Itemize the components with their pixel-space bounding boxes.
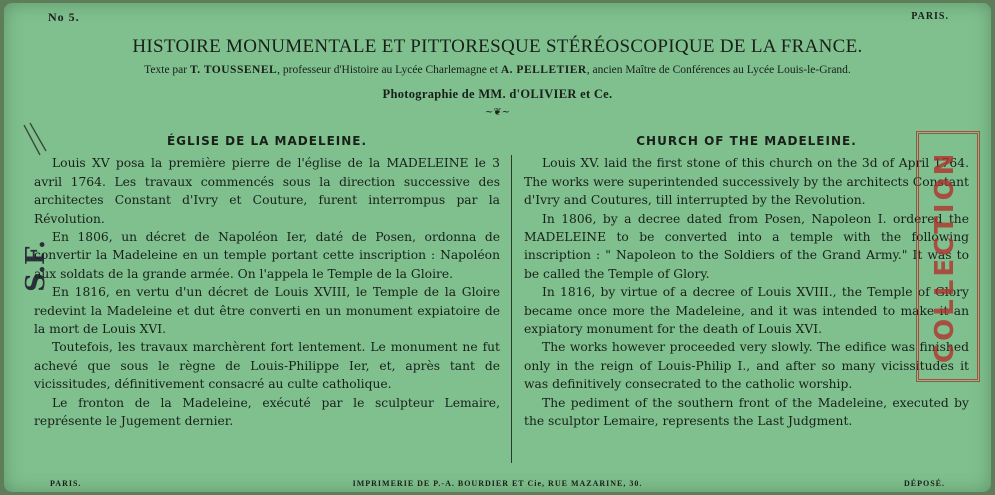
english-paragraph: The works however proceeded very slowly. The edifice was finished only in the reign of Louis-Philip I., and after so many vicissitudes it was definitively consecrated to the catholic worship. [524, 340, 969, 392]
french-text-column [34, 132, 500, 431]
series-title: HISTOIRE MONUMENTALE ET PITTORESQUE STÉRÉOSCOPIQUE DE LA FRANCE. [132, 36, 863, 57]
french-heading: ÉGLISE DE LA MADELEINE. [166, 134, 368, 148]
french-paragraph: Louis XV posa la première pierre de l'église de la MADELEINE le 3 avril 1764. Les travaux commencés sous la direction successive des architectes Constant d'Ivry et Couture, furent interrompus par la Révolution. [34, 156, 500, 226]
french-paragraph: Toutefois, les travaux marchèrent fort lentement. Le monument ne fut achevé que sous le règne de Louis-Philippe Ier, et, après tant de vicissitudes, définitivement consacré au culte catholique. [34, 340, 500, 392]
french-paragraph: En 1816, en vertu d'un décret de Louis XVIII, le Temple de la Gloire redevint la Madeleine et dut être converti en un monument expiatoire de la mort de Louis XVI. [34, 285, 500, 337]
printer-imprint: IMPRIMERIE DE P.-A. BOURDIER ET Cie, RUE MAZARINE, 30. [352, 479, 643, 488]
english-paragraph: In 1806, by a decree dated from Posen, Napoleon I. ordered the MADELEINE to be converted into a temple with the following inscription : " Napoleon to the Soldiers of the Grand Army." It was to be called the Temple of Glory. [524, 211, 969, 281]
french-paragraph: Le fronton de la Madeleine, exécuté par le sculpteur Lemaire, représente le Jugement dernier. [34, 395, 500, 429]
french-paragraph: En 1806, un décret de Napoléon Ier, daté de Posen, ordonna de convertir la Madeleine en un temple portant cette inscription : Napoléon aux soldats de la grande armée. On l'appela le Temple de la Gloire. [34, 230, 500, 281]
author-credits [4, 64, 991, 76]
deposit-notice: DÉPOSÉ. [903, 479, 945, 488]
header-city: PARIS. [911, 11, 949, 22]
english-paragraph: In 1816, by virtue of a decree of Louis XVIII., the Temple of Glory became once more the Madeleine, and it was intended to make it an expiatory monument for the death of Louis XVI. [524, 285, 969, 337]
stereoview-card-back [4, 3, 991, 492]
credits-suffix: , ancien Maître de Conférences au Lycée Louis-le-Grand. [586, 64, 851, 76]
footer-city: PARIS. [50, 479, 82, 488]
english-paragraph: Louis XV. laid the first stone of this church on the 3d of April 1764. The works were superintended successively by the architects Constant d'Ivry and Coutures, till interrupted by the Revolution. [524, 156, 969, 208]
english-text-column [524, 132, 969, 431]
author-pelletier: A. PELLETIER [500, 64, 587, 76]
credits-middle: , professeur d'Histoire au Lycée Charlemagne et [277, 64, 501, 76]
english-paragraph: The pediment of the southern front of the Madeleine, executed by the sculptor Lemaire, represents the Last Judgment. [524, 395, 969, 429]
credits-prefix: Texte par [144, 64, 190, 76]
card-number: No 5. [48, 10, 80, 24]
photographer-credit: Photographie de MM. d'OLIVIER et Ce. [382, 87, 613, 101]
column-divider [511, 155, 512, 463]
handwritten-mark: S.F. [20, 240, 51, 292]
author-toussenel: T. TOUSSENEL [189, 64, 278, 76]
english-heading: CHURCH OF THE MADELEINE. [636, 134, 857, 148]
collection-stamp: COLLECTION [916, 131, 980, 382]
ornament-divider: ~❦~ [484, 107, 511, 118]
